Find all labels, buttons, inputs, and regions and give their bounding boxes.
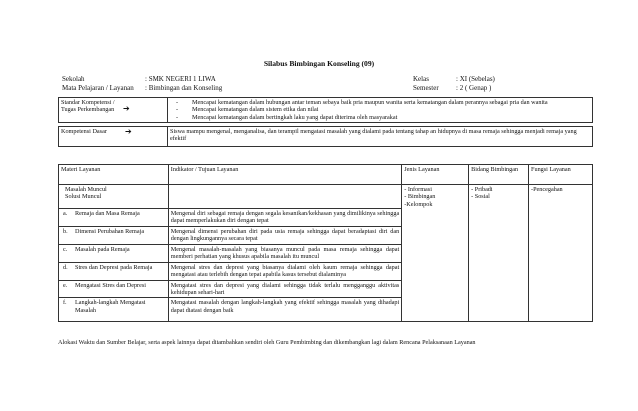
row-letter: c. <box>63 245 68 253</box>
fungsi-cell: -Pencegahan <box>529 185 593 322</box>
kelas-label: Kelas <box>413 75 429 83</box>
jenis-value: -Kelompok <box>404 200 433 208</box>
standar-label-cell <box>59 98 168 123</box>
footer-note: Alokasi Waktu dan Sumber Belajar, serta aspek lainnya dapat ditambahkan sendiri oleh Guru Pembimbing dan dikembangkan lagi dalam Rencana Pelaksanaan Layanan <box>58 339 476 346</box>
row-letter: e. <box>63 281 68 289</box>
header-bidang: Bidang Bimbingan <box>469 165 529 185</box>
standar-item: - Mencapai kematangan dalam sistem etika dan nilai <box>170 106 590 113</box>
topic-line1: Masalah Muncul <box>65 186 107 193</box>
bidang-value: - Pribadi <box>471 186 493 193</box>
row-indikator: Mengenal stres dan depresi yang biasanya dialami oleh kaum remaja sehingga dapat mengatasi atau terlebih dengan tepat apabila kasus tersebut dialaminya <box>168 262 401 280</box>
materi-layanan-table <box>58 164 593 322</box>
standar-label-line1: Standar Kompetensi / <box>61 99 115 106</box>
sekolah-value: : SMK NEGERI 1 LIWA <box>145 75 216 83</box>
semester-label: Semester <box>413 84 439 92</box>
topic-line2: Solusi Muncul <box>65 193 102 201</box>
bidang-value: - Sosial <box>471 193 490 201</box>
right-arrow-icon: ➔ <box>125 127 132 136</box>
row-indikator: Mengenal diri sebagai remaja dengan segala kesanikan/kekhasan yang dimilikinya sehingga dapat memperlakukan diri dengan tepat <box>168 209 401 227</box>
table-row <box>59 226 169 244</box>
row-materi: Remaja dan Masa Remaja <box>75 210 140 217</box>
table-row <box>59 209 169 227</box>
standar-items-cell <box>168 98 593 123</box>
jenis-value: - Informasi <box>404 186 432 193</box>
standar-label-line2: Tugas Perkembangan <box>61 106 115 114</box>
kompetensi-dasar-table <box>58 126 593 147</box>
kompetensi-text: Siswa mampu mengenal, menganalisa, dan terampil mengatasi masalah yang dialami pada tentang tahap an hidupnya di masa remaja sehingga menjadi remaja yang efektif <box>168 127 593 147</box>
row-letter: f. <box>63 299 67 307</box>
header-jenis: Jenis Layanan <box>402 165 469 185</box>
kelas-value: : XI (Sebelas) <box>456 75 495 83</box>
row-materi: Dimensi Perubahan Remaja <box>75 227 145 235</box>
row-letter: b. <box>63 227 68 235</box>
header-indikator: Indikator / Tujuan Layanan <box>168 165 401 185</box>
header-fungsi: Fungsi Layanan <box>529 165 593 185</box>
page-title: Silabus Bimbingan Konseling (09) <box>263 59 375 68</box>
row-materi: Mengatasi Stres dan Depresi <box>75 281 146 289</box>
sekolah-label: Sekolah <box>62 75 85 83</box>
jenis-value: - Bimbingan <box>404 193 436 201</box>
mapel-value: : Bimbingan dan Konseling <box>145 84 223 92</box>
header-materi: Materi Layanan <box>59 165 169 185</box>
topic-indikator-cell <box>168 185 401 209</box>
right-arrow-icon: ➔ <box>123 104 130 114</box>
table-row <box>59 244 169 262</box>
topic-cell <box>59 185 169 209</box>
row-materi: Stres dan Depresi pada Remaja <box>75 263 153 271</box>
standar-item: - Mencapai kematangan dalam bertingkah laku yang dapat diterima oleh masyarakat <box>170 114 590 121</box>
standar-kompetensi-table <box>58 97 593 123</box>
standar-item: - Mencapai kematangan dalam hubungan antar teman sebaya baik pria maupun wanita serta kematangan dalam perannya sebagai pria dan wanita <box>170 99 590 106</box>
row-indikator: Mengatasi stres dan depresi yang dialami sehingga tidak terlalu mengganggu aktivitas kehidupan sehari-hari <box>168 280 401 298</box>
row-letter: a. <box>63 210 68 217</box>
row-materi: Masalah pada Remaja <box>75 245 130 253</box>
kompetensi-label: Kompetensi Dasar <box>61 128 107 135</box>
table-row <box>59 298 169 322</box>
bidang-cell <box>469 185 529 322</box>
row-indikator: Mengenal masalah-masalah yang biasanya muncul pada masa remaja sehingga dapat memberi perhatian yang khusus apabila masalah itu muncul <box>168 244 401 262</box>
row-materi: Langkah-langkah Mengatasi Masalah <box>75 299 146 314</box>
row-indikator: Mengenal dimensi perubahan diri pada usia remaja sehingga dapat beradaptasi diri dan dengan lingkungannya secara tepat <box>168 226 401 244</box>
jenis-cell <box>402 185 469 322</box>
kompetensi-label-cell <box>59 127 168 147</box>
mapel-label: Mata Pelajaran / Layanan <box>62 84 134 92</box>
row-letter: d. <box>63 263 68 271</box>
semester-value: : 2 ( Genap ) <box>456 84 492 92</box>
table-row <box>59 280 169 298</box>
table-row <box>59 262 169 280</box>
row-indikator: Mengatasi masalah dengan langkah-langkah yang efektif sehingga masalah yang dihadapi dapat diatasi dengan baik <box>168 298 401 322</box>
